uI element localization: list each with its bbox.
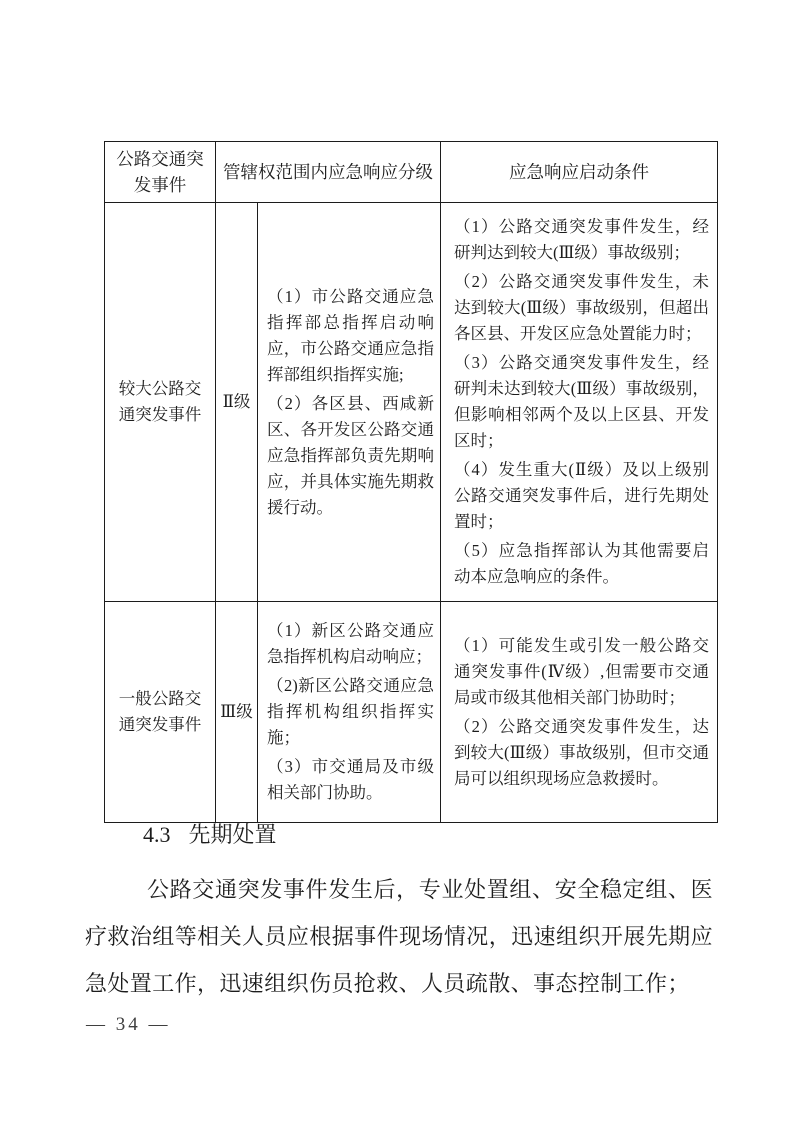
- table-row-major-event: [105, 203, 718, 602]
- list-item: （2）各区县、西咸新区、各开发区公路交通应急指挥部负责先期响应，并具体实施先期救援行动。: [267, 393, 434, 517]
- start-conditions-cell: [441, 602, 718, 823]
- table-row-general-event: [105, 602, 718, 823]
- start-conditions-cell: [441, 203, 718, 602]
- list-item: （2）公路交通突发事件发生，未达到较大(Ⅲ级）事故级别，但超出各区县、开发区应急处置能力时；: [454, 272, 709, 343]
- list-item: （5）应急指挥部认为其他需要启动本应急响应的条件。: [454, 541, 709, 586]
- response-grading-table: [104, 141, 718, 823]
- event-type-cell: 较大公路交通突发事件: [105, 203, 216, 602]
- section-title: 先期处置: [188, 822, 277, 847]
- response-actions-cell: [258, 203, 441, 602]
- body-paragraph: 公路交通突发事件发生后，专业处置组、安全稳定组、医疗救治组等相关人员应根据事件现场情况，迅速组织开展先期应急处置工作，迅速组织伤员抢救、人员疏散、事态控制工作；: [85, 877, 713, 996]
- table-header-row: [105, 142, 718, 203]
- response-level-cell: Ⅱ级: [216, 203, 258, 602]
- list-item: （2）公路交通突发事件发生，达到较大(Ⅲ级）事故级别，但市交通局可以组织现场应急救援时。: [454, 716, 709, 788]
- section-number: 4.3: [143, 822, 171, 847]
- list-item: （3）市交通局及市级相关部门协助。: [267, 757, 434, 802]
- header-event-type: 公路交通突发事件: [105, 142, 216, 203]
- event-type-cell: 一般公路交通突发事件: [105, 602, 216, 823]
- list-item: （1）新区公路交通应急指挥机构启动响应；: [267, 621, 434, 666]
- response-level-cell: Ⅲ级: [216, 602, 258, 823]
- section-4-3: [85, 818, 713, 1007]
- header-start-conditions: 应急响应启动条件: [441, 142, 718, 203]
- header-grading: 管辖权范围内应急响应分级: [216, 142, 441, 203]
- list-item: （1）市公路交通应急指挥部总指挥启动响应，市公路交通应急指挥部组织指挥实施;: [267, 286, 434, 384]
- page-number: — 34 —: [86, 1014, 171, 1035]
- list-item: （1）公路交通突发事件发生，经研判达到较大(Ⅲ级）事故级别；: [454, 217, 709, 262]
- section-heading: [85, 818, 713, 852]
- list-item: （1）可能发生或引发一般公路交通突发事件(Ⅳ级）,但需要市交通局或市级其他相关部门协助时；: [454, 635, 709, 707]
- list-item: （4）发生重大(Ⅱ级）及以上级别公路交通突发事件后，进行先期处置时；: [454, 460, 709, 531]
- response-actions-cell: [258, 602, 441, 823]
- list-item: （3）公路交通突发事件发生，经研判未达到较大(Ⅲ级）事故级别，但影响相邻两个及以上区县、开发区时；: [454, 353, 709, 450]
- list-item: （2)新区公路交通应急指挥机构组织指挥实施；: [267, 676, 434, 747]
